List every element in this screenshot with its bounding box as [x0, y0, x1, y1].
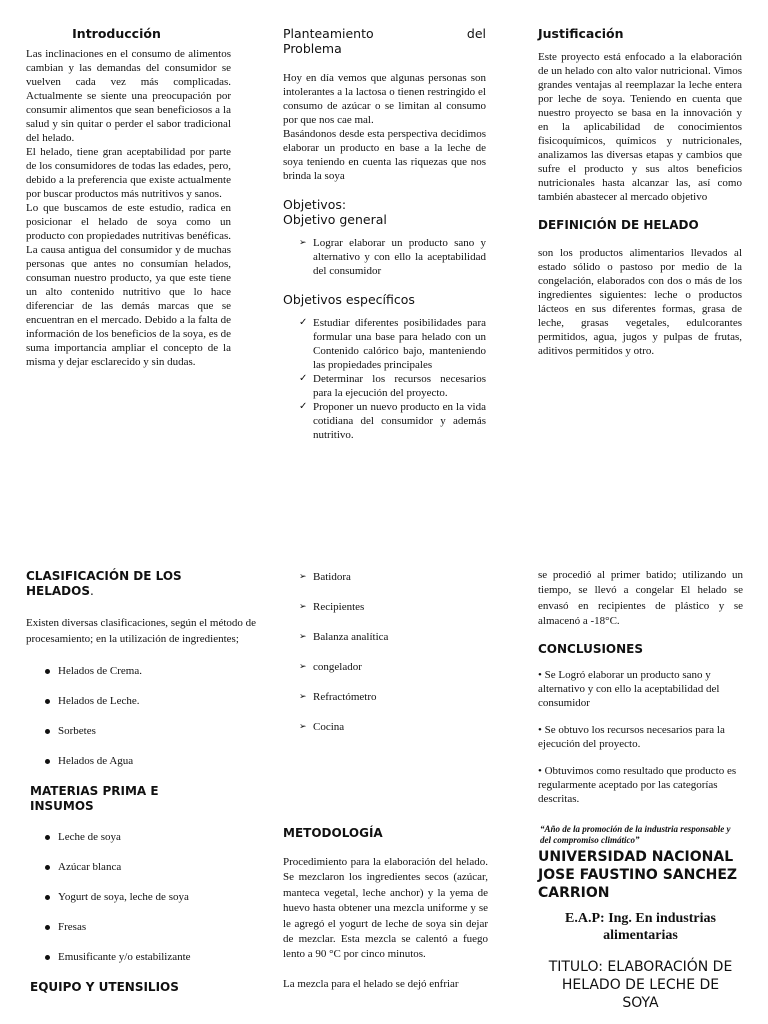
list-item: Azúcar blanca	[26, 860, 256, 874]
eap-name: E.A.P: Ing. En industrias alimentarias	[565, 910, 716, 943]
objetivo-general-title: Objetivo general	[283, 212, 387, 227]
introduccion-paragraph-2: El helado, tiene gran aceptabilidad por parte de los consumidores de todas las edades, pero, debido a la preferencia que existe actualmente por buscar productos más nutritivos y sanos.	[26, 146, 231, 200]
conclusiones-title: CONCLUSIONES	[538, 641, 644, 656]
list-item: ➢ Refractómetro	[283, 690, 488, 704]
planteamiento-paragraph-1: Hoy en día vemos que algunas personas son intolerantes a la lactosa o tienen restringido el consumo de azúcar o se limitan al consumo por que nos cae mal.	[283, 72, 486, 126]
list-item: • Obtuvimos como resultado que producto es regularmente aceptado por las categorías descritas.	[538, 764, 737, 805]
document-title: TITULO: ELABORACIÓN DE HELADO DE LECHE DE SOYA	[548, 958, 733, 1011]
planteamiento-title-word3: Problema	[283, 41, 342, 56]
introduccion-paragraph-3: Lo que buscamos de este estudio, radica en posicionar el helado de soya como un producto con propiedades nutritivas benéficas. La causa antigua del consumidor y de muchas personas que antes no consumían helados, consuman nuestro producto, ya que este tiene un alto contenido nutritivo que lo hace diferenciar de las demás marcas que se encuentran en el mercado. Debido a la falta de información de los beneficios de la soya, es de suma importancia ampliar el concepto de la misma y dejar esclarecido y sin dudas.	[26, 202, 231, 368]
list-item: ➢ Cocina	[283, 720, 488, 734]
metodologia-continuation	[538, 568, 743, 1012]
introduccion-title: Introducción	[72, 26, 161, 41]
introduccion-section	[26, 26, 231, 369]
planteamiento-title	[283, 26, 486, 56]
clasificacion-section	[26, 569, 256, 995]
objetivos-especificos-list	[283, 316, 486, 442]
objetivo-especifico-item: ✓ Estudiar diferentes posibilidades para formular una base para helado con un Contenido calórico bajo, manteniendo las propiedades principales	[283, 316, 486, 372]
objetivo-especifico-item: ✓ Determinar los recursos necesarios para la ejecución del proyecto.	[283, 372, 486, 400]
equipo-title: EQUIPO Y UTENSILIOS	[30, 980, 179, 994]
definicion-title: DEFINICIÓN DE HELADO	[538, 218, 699, 232]
conclusiones-list	[538, 668, 743, 806]
list-item: Fresas	[26, 920, 256, 934]
list-item: ➢ congelador	[283, 660, 488, 674]
definicion-paragraph: son los productos alimentarios llevados al estado sólido o pastoso por medio de la congelación, elaborados con dos o más de los ingredientes siguientes: leche o productos lácteos en sus diferentes formas, grasa de leche, grasas vegetales, edulcorantes permitidos, agua, jugos y pulpas de frutas, aditivos permitidos y otro.	[538, 247, 742, 357]
university-name: UNIVERSIDAD NACIONAL JOSE FAUSTINO SANCHEZ CARRION	[538, 848, 738, 901]
planteamiento-paragraph-2: Basándonos desde esta perspectiva decidimos elaborar un producto en base a la leche de soya teniendo en cuenta las riquezas que nos brinda la soya	[283, 128, 486, 182]
justificacion-section	[538, 26, 742, 358]
objetivo-general-list	[283, 236, 486, 278]
list-item: ➢ Batidora	[283, 570, 488, 584]
list-item: Emusificante y/o estabilizante	[26, 950, 256, 964]
equipo-list-section	[283, 570, 488, 750]
materias-list	[26, 830, 256, 964]
metodologia-paragraph-3: se procedió al primer batido; utilizando un tiempo, se llevó a congelar El helado se envasó en recipientes de plástico y se almacenó a -18°C.	[538, 569, 743, 628]
objetivo-especifico-item: ✓ Proponer un nuevo producto en la vida cotidiana del consumidor y además nutritivo.	[283, 400, 486, 442]
list-item: • Se Logró elaborar un producto sano y alternativo y con ello la aceptabilidad del consumidor	[538, 668, 720, 709]
clasificacion-paragraph: Existen diversas clasificaciones, según el método de procesamiento; en la utilización de ingredientes;	[26, 617, 257, 645]
slogan: “Año de la promoción de la industria responsable y del compromiso climático”	[540, 823, 731, 845]
metodologia-paragraph-1: Procedimiento para la elaboración del helado. Se mezclaron los ingredientes secos (azúcar, manteca vegetal, leche anchor) y la yema de huevo hasta obtener una mezcla uniforme y se le agregó el yogurt de leche de soya sin dejar de mezclar. Esta mezcla se calentó a fuego lento a 90 °C por cinco minutos.	[283, 856, 488, 961]
list-item: Leche de soya	[26, 830, 256, 844]
clasificacion-title: CLASIFICACIÓN DE LOS HELADOS.	[26, 569, 182, 598]
objetivo-general-item: ➢ Lograr elaborar un producto sano y alternativo y con ello la aceptabilidad del consumidor	[283, 236, 486, 278]
list-item: ➢ Recipientes	[283, 600, 488, 614]
list-item: Helados de Agua	[26, 754, 256, 768]
objetivos-especificos-title: Objetivos específicos	[283, 292, 415, 307]
list-item: Yogurt de soya, leche de soya	[26, 890, 256, 904]
objetivos-section	[283, 197, 486, 442]
planteamiento-section	[283, 26, 486, 442]
justificacion-paragraph: Este proyecto está enfocado a la elaboración de un helado con alto valor nutricional. Vimos grandes ventajas al reemplazar la leche entera por leche de soya. Teniendo en cuenta que nuestro proyecto se basa en la innovación y en la aplicabilidad de conocimientos fisicoquímicos, químicos y nutricionales, analizamos las diversas etapas y cambios que sufre el producto y sus altos beneficios nutricionales hasta alcanzar las, así como también abastecer al mercado objetivo	[538, 51, 742, 203]
metodologia-paragraph-2: La mezcla para el helado se dejó enfriar	[283, 977, 459, 990]
list-item: Helados de Crema.	[26, 664, 256, 678]
equipo-list	[283, 570, 488, 734]
cover-block	[538, 824, 743, 1012]
introduccion-paragraph-1: Las inclinaciones en el consumo de alimentos cambian y las demandas del consumidor se vuelven cada vez más complicadas. Actualmente se siente una preocupación por consumir alimentos que sean beneficiosos a la salud y sin quitar o perder el sabor tradicional del helado.	[26, 48, 231, 144]
planteamiento-title-word2: del	[466, 26, 486, 41]
metodologia-section	[283, 826, 488, 991]
clasificacion-list	[26, 664, 256, 768]
objetivos-title: Objetivos:	[283, 197, 347, 212]
list-item: • Se obtuvo los recursos necesarios para la ejecución del proyecto.	[538, 723, 725, 750]
justificacion-title: Justificación	[538, 26, 624, 41]
planteamiento-title-word1: Planteamiento	[283, 26, 374, 41]
materias-title: MATERIAS PRIMA E INSUMOS	[30, 784, 159, 813]
list-item: Helados de Leche.	[26, 694, 256, 708]
list-item: ➢ Balanza analítica	[283, 630, 488, 644]
metodologia-title: METODOLOGÍA	[283, 826, 383, 840]
list-item: Sorbetes	[26, 724, 256, 738]
